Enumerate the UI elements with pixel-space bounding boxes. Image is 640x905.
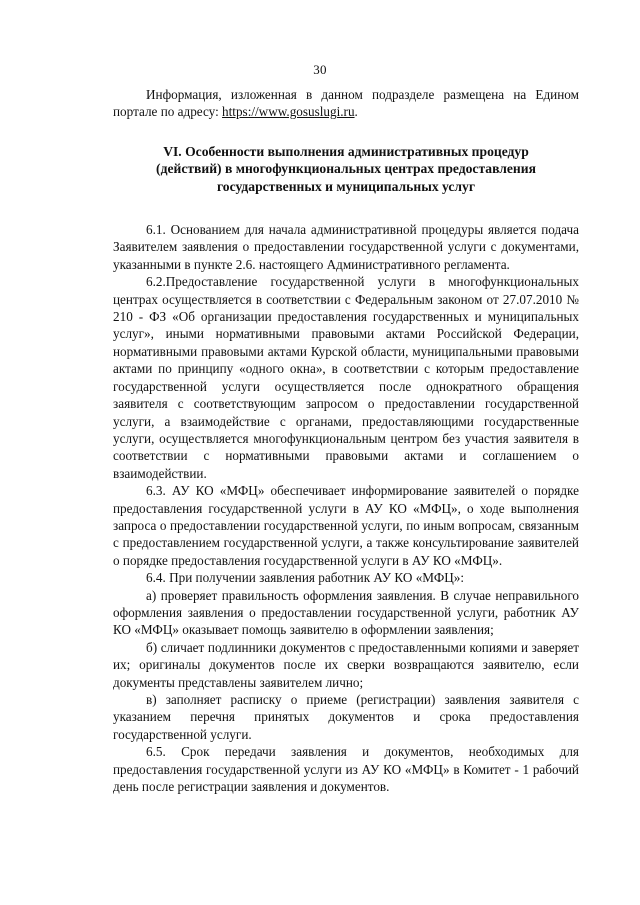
intro-paragraph [113,86,579,121]
paragraph-6-3: 6.3. АУ КО «МФЦ» обеспечивает информирование заявителей о порядке предоставления государственной услуги в АУ КО «МФЦ», о ходе выполнения запроса о предоставлении государственной услуги, по иным вопросам, связанным с предоставлением государственной услуги, а также консультирование заявителей о порядке предоставления государственной услуги в АУ КО «МФЦ». [113,483,579,568]
heading-line-3: государственных и муниципальных услуг [216,178,476,194]
paragraph-6-1: 6.1. Основанием для начала административной процедуры является подача Заявителем заявления о предоставлении государственной услуги с документами, указанными в пункте 2.6. настоящего Административного регламента. [113,222,579,272]
intro-text: Информация, изложенная в данном подразделе размещена на Едином портале по адресу: [113,87,579,120]
section-heading [113,143,579,195]
document-body [113,86,579,795]
paragraph-6-4-v: в) заполняет расписку о приеме (регистрации) заявления заявителя с указанием перечня принятых документов и срока предоставления государственной услуги. [113,692,579,742]
heading-line-2: (действий) в многофункциональных центрах предоставления [156,161,536,177]
paragraph-6-4-a: а) проверяет правильность оформления заявления. В случае неправильного оформления заявления о предоставлении государственной услуги, работник АУ КО «МФЦ» оказывает помощь заявителю в оформлении заявления; [113,587,579,638]
paragraph-6-5: 6.5. Срок передачи заявления и документов, необходимых для предоставления государственной услуги из АУ КО «МФЦ» в Комитет - 1 рабочий день после регистрации заявления и документов. [113,744,579,795]
paragraph-6-4-b: б) сличает подлинники документов с предоставленными копиями и заверяет их; оригиналы документов после их сверки возвращаются заявителю, если документы представлены заявителем лично; [113,639,579,690]
intro-end: . [354,104,358,120]
page-number: 30 [313,62,327,77]
heading-line-1: VI. Особенности выполнения административных процедур [163,143,529,159]
paragraph-6-4: 6.4. При получении заявления работник АУ КО «МФЦ»: [146,570,465,586]
paragraph-6-2: 6.2.Предоставление государственной услуги в многофункциональных центрах осуществляется в соответствии с Федеральным законом от 27.07.2010 № 210 - ФЗ «Об организации предоставления государственных и муниципальных услуг», иными нормативными правовыми актами Российской Федерации, нормативными правовыми актами Курской области, муниципальными правовыми актами по принципу «одного окна», в соответствии с которым предоставление государственной услуги осуществляется после однократного обращения заявителя с соответствующим запросом о предоставлении государственной услуги, а взаимодействие с органами, предоставляющими государственные услуги, осуществляется многофункциональным центром без участия заявителя в соответствии с нормативными правовыми актами и соглашением о взаимодействии. [113,274,579,481]
gosuslugi-link[interactable]: https://www.gosuslugi.ru [222,104,355,120]
